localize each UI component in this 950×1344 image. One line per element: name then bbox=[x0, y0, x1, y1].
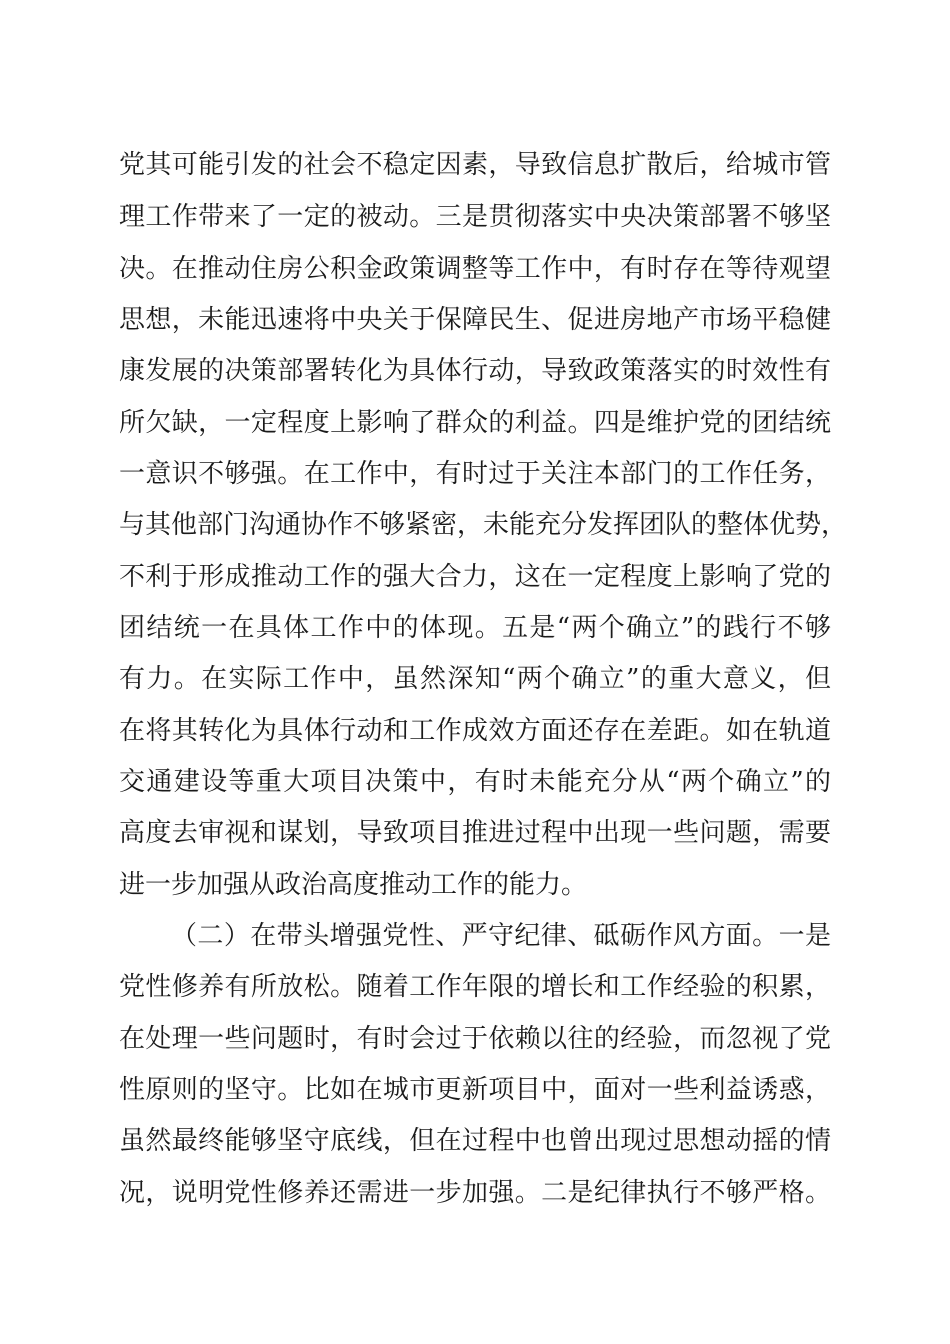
text-line: 康发展的决策部署转化为具体行动，导致政策落实的时效性有 bbox=[119, 356, 831, 386]
text-line: 虽然最终能够坚守底线，但在过程中也曾出现过思想动摇的情 bbox=[119, 1126, 831, 1156]
text-line: 一意识不够强。在工作中，有时过于关注本部门的工作任务， bbox=[119, 459, 831, 489]
text-line: 团结统一在具体工作中的体现。五是“两个确立”的践行不够 bbox=[119, 613, 831, 643]
text-line: 党性修养有所放松。随着工作年限的增长和工作经验的积累， bbox=[119, 972, 831, 1002]
text-line: 交通建设等重大项目决策中，有时未能充分从“两个确立”的 bbox=[119, 767, 831, 797]
text-line: 性原则的坚守。比如在城市更新项目中，面对一些利益诱惑， bbox=[119, 1075, 831, 1105]
text-line: 不利于形成推动工作的强大合力，这在一定程度上影响了党的 bbox=[119, 562, 831, 592]
section-heading-line: （二）在带头增强党性、严守纪律、砥砺作风方面。一是 bbox=[171, 921, 831, 951]
text-line: 况，说明党性修养还需进一步加强。二是纪律执行不够严格。 bbox=[119, 1178, 831, 1208]
text-line: 党其可能引发的社会不稳定因素，导致信息扩散后，给城市管 bbox=[119, 150, 831, 180]
text-line: 与其他部门沟通协作不够紧密，未能充分发挥团队的整体优势， bbox=[119, 510, 848, 540]
text-line: 思想，未能迅速将中央关于保障民生、促进房地产市场平稳健 bbox=[119, 305, 831, 335]
text-line: 所欠缺，一定程度上影响了群众的利益。四是维护党的团结统 bbox=[119, 408, 831, 438]
text-line: 有力。在实际工作中，虽然深知“两个确立”的重大意义，但 bbox=[119, 664, 831, 694]
text-line: 决。在推动住房公积金政策调整等工作中，有时存在等待观望 bbox=[119, 254, 831, 284]
text-line: 进一步加强从政治高度推动工作的能力。 bbox=[119, 870, 588, 900]
text-line: 在处理一些问题时，有时会过于依赖以往的经验，而忽视了党 bbox=[119, 1024, 831, 1054]
text-line: 理工作带来了一定的被动。三是贯彻落实中央决策部署不够坚 bbox=[119, 202, 831, 232]
text-line: 高度去审视和谋划，导致项目推进过程中出现一些问题，需要 bbox=[119, 818, 831, 848]
text-line: 在将其转化为具体行动和工作成效方面还存在差距。如在轨道 bbox=[119, 716, 831, 746]
